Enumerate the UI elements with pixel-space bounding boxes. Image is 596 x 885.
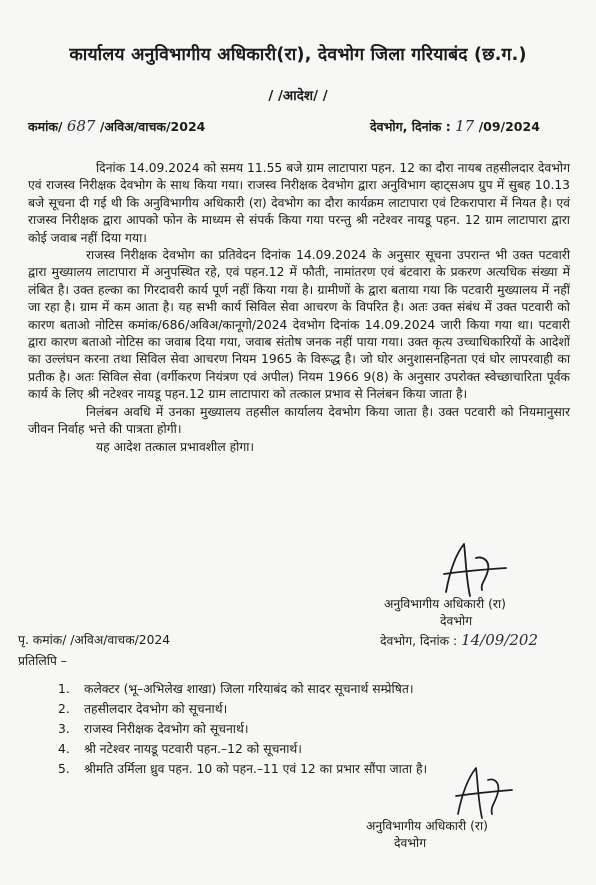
list-item-text: श्री नटेश्वर नायडू पटवारी पहन.–12 को सूचनार्थ। (84, 742, 302, 756)
office-heading: कार्यालय अनुविभागीय अधिकारी(रा), देवभोग जिला गरियाबंद (छ.ग.) (69, 45, 527, 65)
place: देवभोग (440, 614, 473, 628)
list-item-number: 5. (58, 762, 70, 776)
order-reference-number (28, 117, 205, 135)
list-item (58, 739, 427, 759)
list-item-number: 1. (58, 682, 70, 696)
list-item-number: 4. (58, 742, 70, 756)
copy-to-label: प्रतिलिपि – (18, 654, 67, 668)
reference-prefix: कमांक/ (28, 119, 63, 134)
list-item-text: राजस्व निरीक्षक देवभोग को सूचनार्थ। (84, 722, 249, 736)
paragraph-2: राजस्व निरीक्षक देवभोग का प्रतिवेदन दिनांक 14.09.2024 के अनुसार सूचना उपरान्त भी उक्त पटवारी द्वारा मुख्यालय लाटापारा में अनुपस्थित रहे, एवं पहन.12 में फौती, नामांतरण एवं बंटवारा के प्रकरण अत्यधिक संख्या में लंबित है। उक्त हल्का का गिरदावरी कार्य पूर्ण नहीं किया गया है। ग्रामीणों के द्वारा बताया गया कि पटवारी मुख्यालय में नहीं जा रहा है। ग्राम में कम आता है। यह सभी कार्य सिविल सेवा आचरण के विपरित है। अतः उक्त संबंध में उक्त पटवारी को कारण बताओ नोटिस कमांक/686/अविअ/कानूगो/2024 देवभोग दिनांक 14.09.2024 जारी किया गया था। पटवारी द्वारा कारण बताओ नोटिस का जवाब दिया गया, जवाब संतोष जनक नहीं पाया गया। उक्त कृत्य उच्चाधिकारियों के आदेशों का उल्लंघन करना तथा सिविल सेवा आचरण नियम 1965 के विरूद्ध है। जो घोर अनुशासनहिनता एवं घोर लापरवाही का प्रतीक है। अतः सिविल सेवा (वर्गीकरण नियंत्रण एवं अपील) नियम 1966 9(8) के अनुसार उपरोक्त स्वेच्छाचारिता पूर्वक कार्य के लिए श्री नटेश्वर नायडू पहन.12 ग्राम लाटापारा को तत्काल प्रभाव से निलंबन किया जाता है। (28, 248, 571, 402)
order-label: / /आदेश/ / (268, 88, 328, 104)
designation: अनुविभागीय अधिकारी (रा) (384, 597, 506, 611)
copy-to-list (58, 679, 427, 779)
date-prefix: देवभोग, दिनांक : (370, 119, 451, 134)
date-suffix: /09/2024 (478, 119, 540, 134)
list-item-text: तहसीलदार देवभोग को सूचनार्थ। (84, 702, 228, 716)
list-item (58, 759, 427, 779)
endorsement-date (380, 631, 538, 649)
order-body (28, 160, 570, 456)
signature-top (436, 540, 516, 600)
signature-block-bottom (366, 818, 488, 852)
reference-suffix: /अविअ/वाचक/2024 (99, 119, 206, 134)
paragraph-3: निलंबन अवधि में उनका मुख्यालय तहसील कार्यालय देवभोग किया जाता है। उक्त पटवारी को नियमानुसार जीवन निर्वाह भत्ते की पात्रता होगी। (28, 404, 570, 437)
endorsement-date-prefix: देवभोग, दिनांक : (380, 634, 458, 648)
list-item-number: 2. (58, 702, 70, 716)
list-item (58, 719, 427, 739)
list-item (58, 699, 427, 719)
handwritten-reference-number: 687 (66, 117, 96, 135)
handwritten-endorsement-date: 14/09/202 (461, 631, 539, 649)
paragraph-1: दिनांक 14.09.2024 को समय 11.55 बजे ग्राम लाटापारा पहन. 12 का दौरा नायब तहसीलदार देवभोग एवं राजस्व निरीक्षक देवभोग के साथ किया गया। राजस्व निरीक्षक देवभोग द्वारा अनुविभाग व्हाट्सअप ग्रुप में सुबह 10.13 बजे सूचना दी गई थी कि अनुविभागीय अधिकारी (रा) देवभोग का दौरा कार्यक्रम लाटापारा एवं टिकरापारा में नियत है। एवं राजस्व निरीक्षक द्वारा आपको फोन के माध्यम से संपर्क किया गया परन्तु श्री नटेश्वर नायडू पहन. 12 ग्राम लाटापारा द्वारा कोई जवाब नहीं दिया गया। (28, 161, 570, 245)
handwritten-date-day: 17 (455, 117, 475, 135)
designation: अनुविभागीय अधिकारी (रा) (366, 819, 488, 833)
list-item-text: कलेक्टर (भू–अभिलेख शाखा) जिला गरियाबंद को सादर सूचनार्थ सम्प्रेषित। (84, 682, 414, 696)
list-item-text: श्रीमति उर्मिला ध्रुव पहन. 10 को पहन.–11 एवं 12 का प्रभार सौंपा जाता है। (84, 762, 428, 776)
list-item (58, 679, 427, 699)
endorsement-reference: पृ. कमांक/ /अविअ/वाचक/2024 (18, 633, 171, 647)
signature-block-top (384, 596, 506, 630)
order-date (370, 117, 540, 135)
signature-bottom (450, 764, 520, 822)
list-item-number: 3. (58, 722, 70, 736)
place: देवभोग (394, 836, 427, 850)
paragraph-4: यह आदेश तत्काल प्रभावशील होगा। (96, 439, 255, 454)
